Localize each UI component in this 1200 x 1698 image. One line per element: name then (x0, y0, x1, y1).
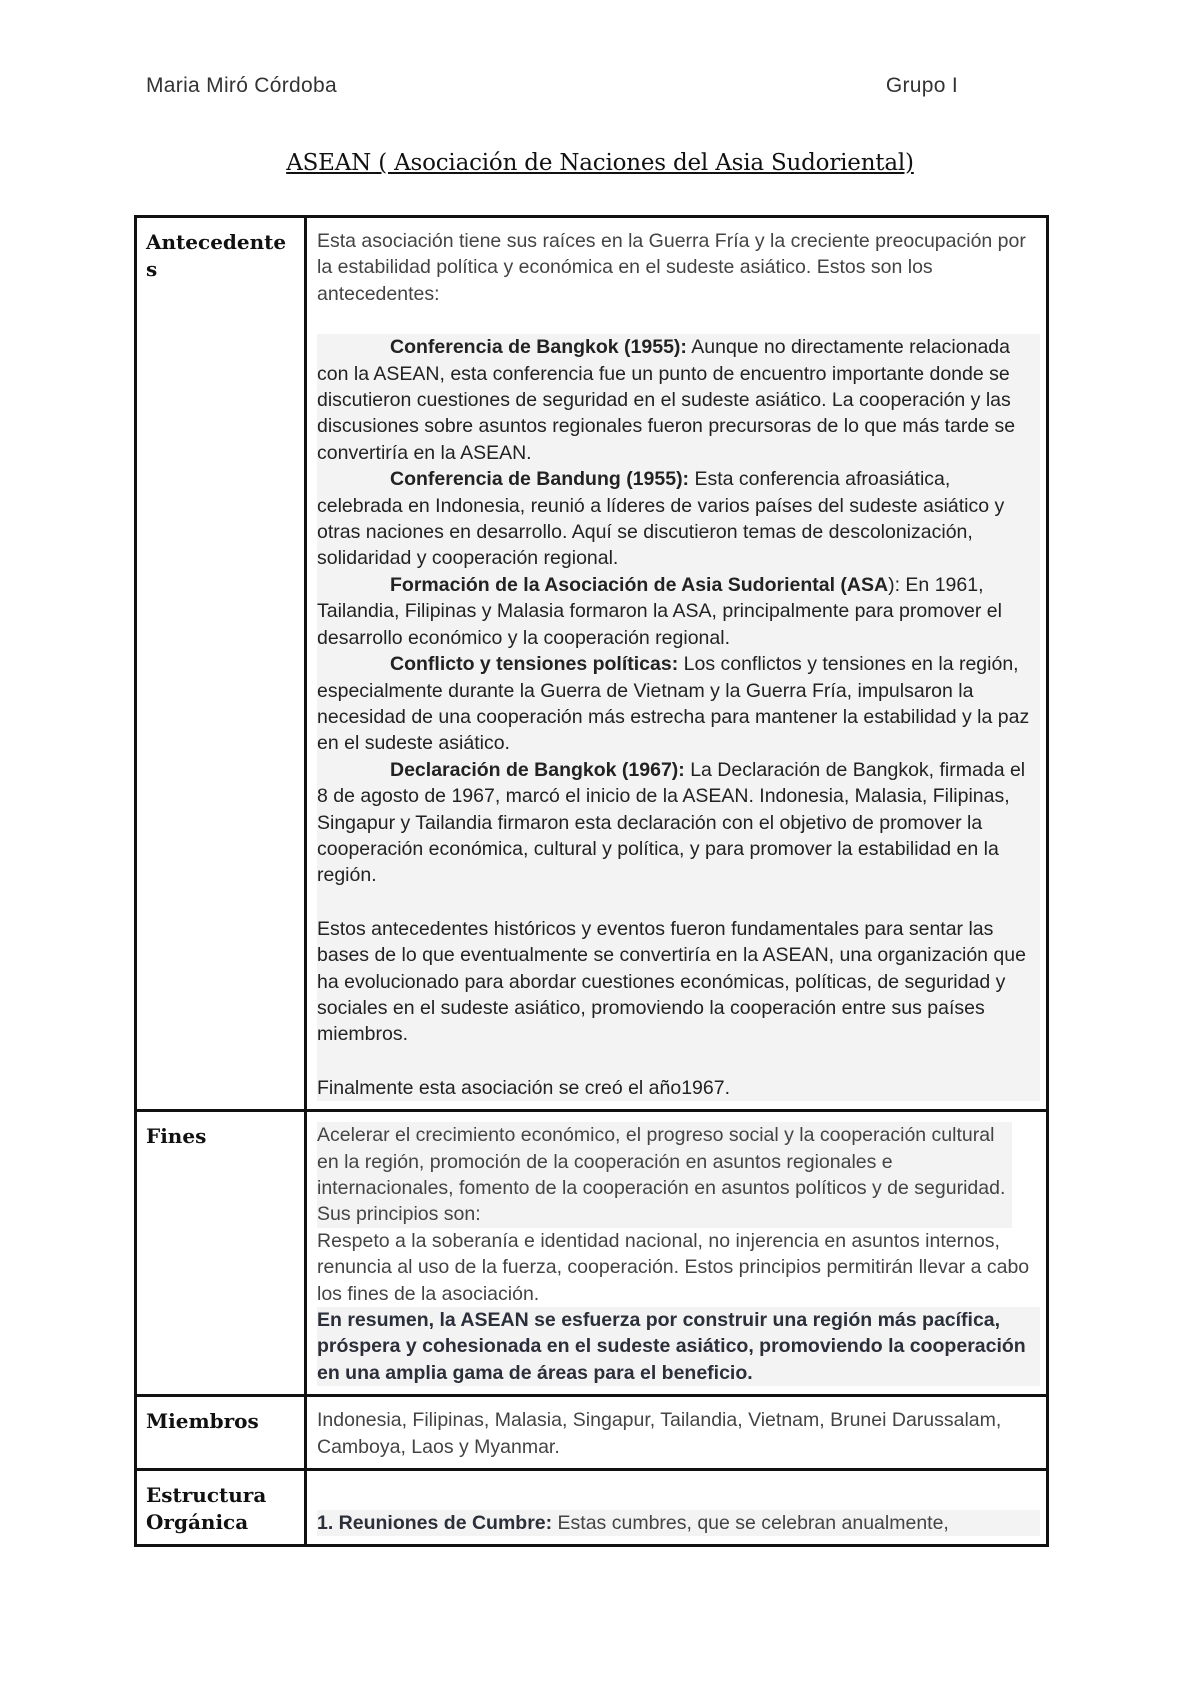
row-label (136, 217, 306, 1111)
antecedente-text: Aunque no directamente relacionada con la ASEAN, esta conferencia fue un punto de encuentro importante donde se discutieron cuestiones de seguridad en el sudeste asiático. La cooperación y las discusiones sobre asuntos regionales fueron precursoras de lo que más tarde se convertiría en la ASEAN. (317, 336, 1016, 464)
fines-text-1: Acelerar el crecimiento económico, el progreso social y la cooperación cultural en la región, promoción de la cooperación en asuntos regionales e internacionales, fomento de la cooperación en asuntos políticos y de seguridad. Sus principios son: (317, 1122, 1012, 1228)
author-name: Maria Miró Córdoba (146, 74, 337, 97)
antecedente-text: : En 1961, Tailandia, Filipinas y Malasia formaron la ASA, principalmente para promover el desarrollo económico y la cooperación regional. (317, 573, 1002, 649)
antecedente-term: Formación de la Asociación de Asia Sudoriental (ASA (390, 573, 889, 596)
antecedentes-content (306, 217, 1048, 1111)
estructura-content (306, 1470, 1048, 1546)
row-label (136, 1470, 306, 1546)
estructura-item (317, 1510, 1040, 1536)
row-miembros (136, 1396, 1048, 1470)
antecedente-term: Conflicto y tensiones políticas: (390, 653, 679, 676)
antecedente-term: Declaración de Bangkok (1967): (390, 758, 685, 781)
antecedente-item (317, 757, 1038, 889)
antecedente-term: Conferencia de Bangkok (1955): (390, 336, 687, 359)
miembros-content (306, 1396, 1048, 1470)
group-label: Grupo I (885, 74, 958, 97)
estructura-term: 1. Reuniones de Cumbre: (317, 1512, 553, 1535)
antecedente-text: Esta conferencia afroasiática, celebrada en Indonesia, reunió a líderes de varios países del sudeste asiático y otras naciones en desarrollo. Aquí se discutieron temas de descolonización, solidaridad y cooperación regional. (317, 468, 1005, 570)
miembros-text: Indonesia, Filipinas, Malasia, Singapur, Tailandia, Vietnam, Brunei Darussalam, Camboya, Laos y Myanmar. (317, 1409, 1002, 1458)
asean-table (134, 215, 1049, 1547)
label-antecedentes: Antecedentes (146, 230, 287, 281)
antecedentes-intro: Esta asociación tiene sus raíces en la Guerra Fría y la creciente preocupación por la estabilidad política y económica en el sudeste asiático. Estos son los antecedentes: (317, 230, 1026, 305)
row-fines (136, 1111, 1048, 1396)
antecedentes-final: Finalmente esta asociación se creó el año1967. (317, 1076, 731, 1099)
fines-text-2: Respeto a la soberanía e identidad nacional, no injerencia en asuntos internos, renuncia al uso de la fuerza, cooperación. Estos principios permitirán llevar a cabo los fines de la asociación. (317, 1229, 1030, 1305)
row-label (136, 1396, 306, 1470)
row-label (136, 1111, 306, 1396)
label-miembros: Miembros (146, 1409, 259, 1434)
antecedente-term: Conferencia de Bandung (1955): (390, 468, 690, 491)
row-antecedentes (136, 217, 1048, 1111)
antecedentes-shaded-block (317, 334, 1040, 1101)
antecedente-paren: ) (888, 573, 895, 596)
antecedente-item (317, 572, 1038, 651)
antecedente-text: Los conflictos y tensiones en la región, especialmente durante la Guerra de Vietnam y la Guerra Fría, impulsaron la necesidad de una cooperación más estrecha para mantener la estabilidad y la paz en el sudeste asiático. (317, 653, 1030, 755)
antecedentes-summary: Estos antecedentes históricos y eventos fueron fundamentales para sentar las bases de lo que eventualmente se convertiría en la ASEAN, una organización que ha evolucionado para abordar cuestiones económicas, políticas, de seguridad y sociales en el sudeste asiático, promoviendo la cooperación entre sus países miembros. (317, 917, 1026, 1046)
antecedente-item (317, 651, 1038, 757)
estructura-text: Estas cumbres, que se celebran anualmente, (552, 1512, 949, 1535)
row-estructura (136, 1470, 1048, 1546)
antecedente-item (317, 466, 1038, 572)
antecedente-text: La Declaración de Bangkok, firmada el 8 de agosto de 1967, marcó el inicio de la ASEAN. Indonesia, Malasia, Filipinas, Singapur y Tailandia firmaron esta declaración con el objetivo de promover la cooperación económica, cultural y política, y para promover la estabilidad en la región. (317, 758, 1026, 887)
document-title: ASEAN ( Asociación de Naciones del Asia Sudoriental) (286, 150, 914, 176)
page-header (146, 74, 958, 102)
label-estructura: Estructura Orgánica (146, 1483, 267, 1535)
fines-content (306, 1111, 1048, 1396)
label-fines: Fines (146, 1124, 207, 1149)
antecedente-item (317, 334, 1038, 466)
fines-summary: En resumen, la ASEAN se esfuerza por construir una región más pacífica, próspera y cohesionada en el sudeste asiático, promoviendo la cooperación en una amplia gama de áreas para el beneficio. (317, 1307, 1040, 1386)
